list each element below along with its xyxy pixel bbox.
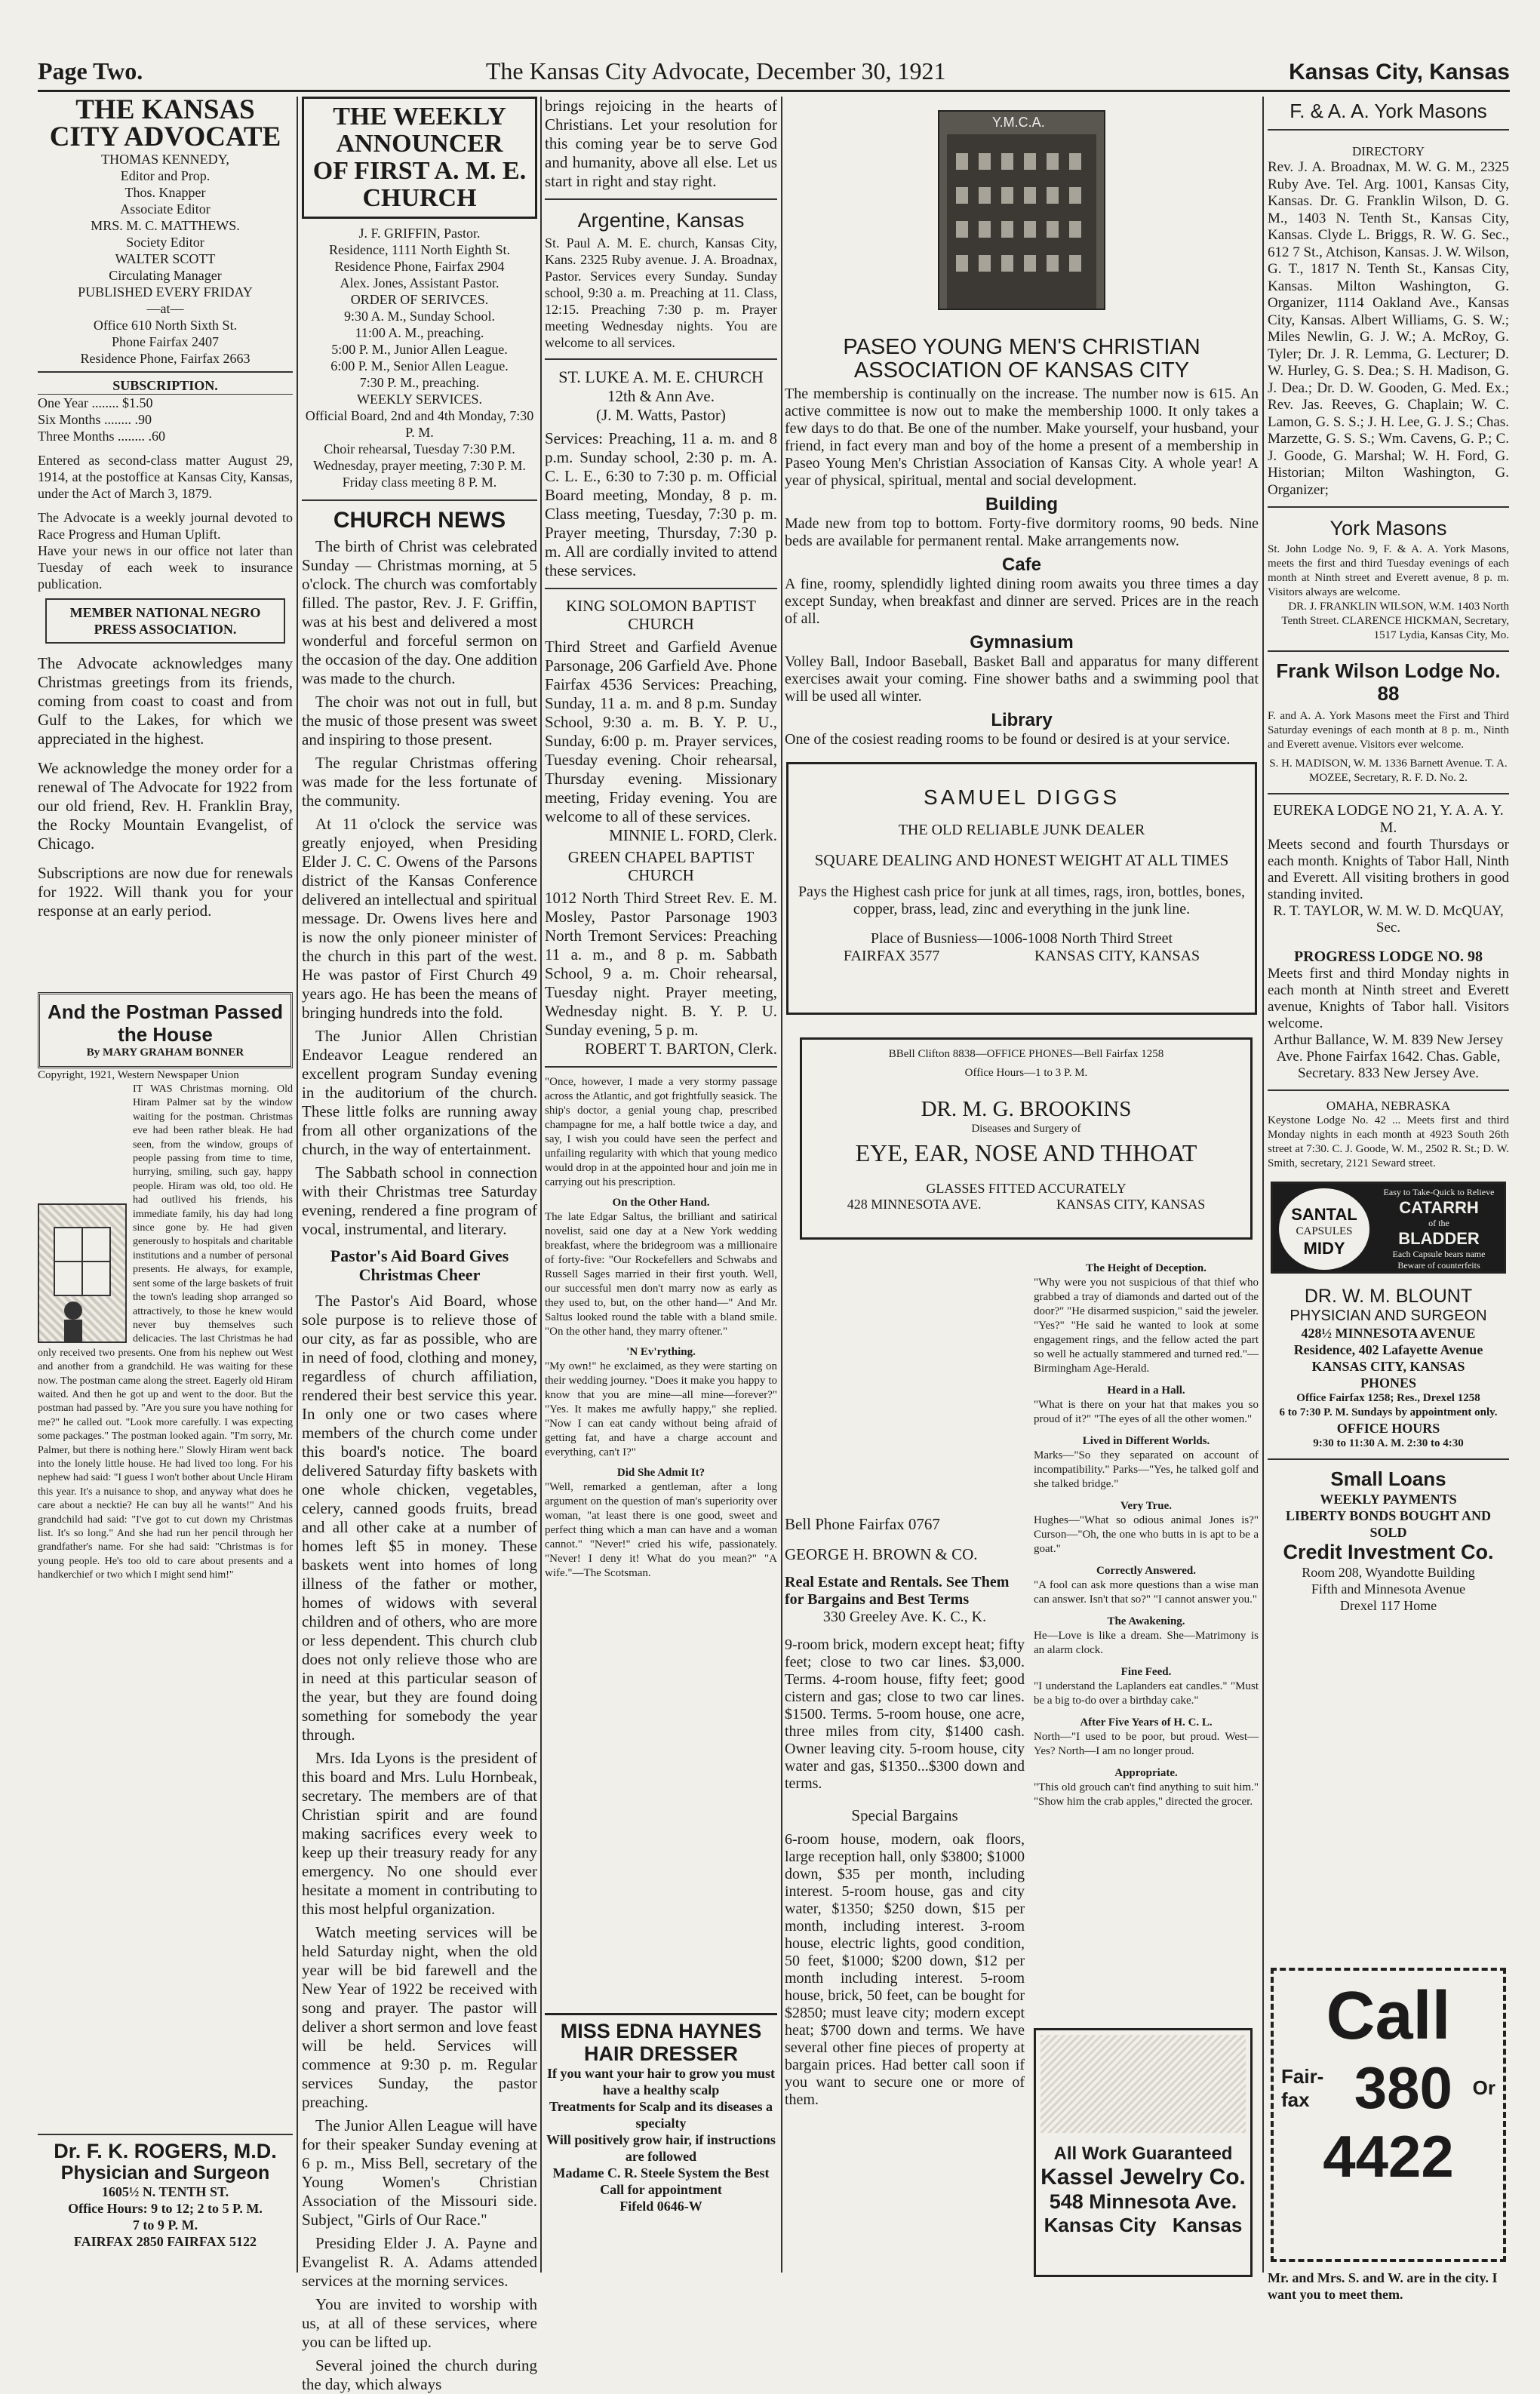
call-fairfax <box>1281 2065 1334 2112</box>
progress-heading: PROGRESS LODGE NO. 98 <box>1293 948 1483 965</box>
humor-everything-heading: 'N Ev'rything. <box>626 1346 696 1358</box>
masthead <box>38 94 293 373</box>
ymca-intro: The membership is continually on the increase. The number now is 615. An active committee is now out to make the membership 1000. It only takes a few days to do that. Be one of the number. Make yourself, your husband, your friend, in fact every man and boy of the home a present of a membership in Paseo Young Men's Christian Association of Kansas City. A whole year! A year of physical, spiritual, mental and social development. <box>785 386 1259 489</box>
announcer-line: 6:00 P. M., Senior Allen League. <box>330 358 509 373</box>
aid-paragraph: Several joined the church during the day, which always <box>302 2356 537 2393</box>
santal-of-the: of the <box>1428 1218 1449 1228</box>
ymca-gym-text: Volley Ball, Indoor Baseball, Basket Ball and apparatus for many different exercises await your coming. Fine shower baths and a swimming pool that will be used all winter. <box>785 653 1259 705</box>
announcer-church: OF FIRST A. M. E. CHURCH <box>312 157 527 212</box>
humor-admit: "Well, remarked a gentleman, after a long argument on the question of man's superiority over woman, "at least there is one good, sweet and perfect thing which a man can have and a woman cannot." "Never!" cried his wife, passionately. "Never! I deny it! What do you mean?" "A wife."—The Scotsman. <box>545 1481 777 1579</box>
page-header <box>38 54 1510 92</box>
santal-ad <box>1271 1182 1506 1274</box>
joke-heading: Appropriate. <box>1114 1767 1178 1779</box>
aid-paragraph: Presiding Elder J. A. Payne and Evangelist R. A. Adams attended services at the morning services. <box>302 2234 537 2290</box>
announcer-line: J. F. GRIFFIN, Pastor. <box>358 226 481 241</box>
joke-heading: Correctly Answered. <box>1096 1565 1196 1577</box>
santal-catarrh: CATARRH <box>1399 1198 1479 1217</box>
brown-phone: Bell Phone Fairfax 0767 <box>785 1515 940 1533</box>
ymca-building-text: Made new from top to bottom. Forty-five dormitory rooms, 90 beds. Nine beds are available for permanent rental. Make arrangements now. <box>785 515 1259 549</box>
joke-text: Hughes—"What so odious animal Jones is?" Curson—"Oh, the one who butts in is apt to be a goat." <box>1034 1514 1259 1555</box>
news-paragraph: The Junior Allen Christian Endeavor League rendered an excellent program Sunday evening in the auditorium of the church. These little folks are running away from all other organizations of the church, in the way of entertainment. <box>302 1027 537 1158</box>
loans-room: Room 208, Wyandotte Building <box>1302 1565 1475 1580</box>
call-number-1: 380 <box>1354 2054 1452 2121</box>
blount-ad <box>1268 1286 1509 1451</box>
subscription-rate: One Year ........ $1.50 <box>38 395 153 410</box>
haynes-line-1: If you want your hair to grow you must have a healthy scalp <box>546 2066 776 2097</box>
call-or: Or <box>1472 2076 1495 2099</box>
haynes-line-4: Madame C. R. Steele System the Best <box>552 2165 770 2180</box>
brown-name: GEORGE H. BROWN & CO. <box>785 1545 978 1563</box>
brown-bargains: 6-room house, modern, oak floors, large reception hall, only $3800; $1000 down, $35 per month, including interest. 5-room house, gas and city water, $1350; $250 down, $15 per month, including interest. 3-room house, electric lights, good condition, 50 feet, $1000; $200 down, $12 per month including interest. 5-room house, brick, 50 feet, can be bought for $2850; must leave city; modern except heat; $700 down and terms. We have several other fine pieces of property at bargain prices. Had better call soon if you want to secure one or more of them. <box>785 1831 1025 2108</box>
call-word: Call <box>1326 1978 1451 2054</box>
santal-tagline: Easy to Take-Quick to Relieve <box>1383 1187 1495 1197</box>
call-footer: Mr. and Mrs. S. and W. are in the city. I want you to meet them. <box>1268 2270 1498 2302</box>
brown-listings: 9-room brick, modern except heat; fifty feet; close to two car lines. $3,000. Terms. 4-room house, fifty feet; good cistern and gas; close to two car lines. $1500. Terms. 5-room house, one acre, three miles from city, $1400 cash. Owner leaving city. 5-room house, city water and gas, $1350...$300 down and terms. <box>785 1636 1025 1792</box>
news-deadline: Have your news in our office not later than Tuesday of each week to insurance publication. <box>38 543 293 592</box>
call-fair: Fair- <box>1281 2064 1324 2088</box>
brookins-specialty: EYE, EAR, NOSE AND THHOAT <box>855 1139 1197 1166</box>
loans-street: Fifth and Minnesota Avenue <box>1311 1581 1466 1597</box>
aid-paragraph: Watch meeting services will be held Saturday night, when the old year will be bid farewell and the New Year of 1922 be received with song and prayer. The pastor will deliver a short sermon and love feast will be held. Services will commence at 9:30 p. m. Regular services Sunday, the pastor preaching. <box>302 1923 537 2111</box>
diggs-name: SAMUEL DIGGS <box>923 785 1120 809</box>
ymca-ad <box>785 97 1259 761</box>
king-solomon-clerk: MINNIE L. FORD, Clerk. <box>609 826 777 844</box>
announcer-line: 9:30 A. M., Sunday School. <box>343 309 495 324</box>
brookins-diseases: Diseases and Surgery of <box>971 1123 1081 1135</box>
ymca-cafe-text: A fine, roomy, splendidly lighted dining room awaits you three times a day except Sunday, when breakfast and dinner are served. Prices are in the reach of all. <box>785 576 1259 627</box>
staff-line: Society Editor <box>126 235 204 250</box>
loans-company: Credit Investment Co. <box>1283 1541 1494 1563</box>
kassel-guarantee: All Work Guaranteed <box>1053 2144 1233 2164</box>
blount-hours: 9:30 to 11:30 A. M. 2:30 to 4:30 <box>1313 1437 1464 1449</box>
ymca-building-heading: Building <box>985 494 1058 515</box>
blount-sundays: 6 to 7:30 P. M. Sundays by appointment only. <box>1279 1406 1498 1418</box>
church-news-heading: CHURCH NEWS <box>302 499 537 533</box>
santal-midy: MIDY <box>1303 1239 1345 1258</box>
haynes-line-5: Call for appointment <box>600 2182 722 2197</box>
joke-heading: Fine Feed. <box>1120 1666 1172 1678</box>
jokes-list <box>1034 1262 1259 1809</box>
column-rule <box>540 97 542 2273</box>
announcer-line: Alex. Jones, Assistant Pastor. <box>340 275 500 290</box>
staff-line: Associate Editor <box>120 201 211 217</box>
loans-weekly: WEEKLY PAYMENTS <box>1320 1492 1457 1507</box>
york-masons-heading: F. & A. A. York Masons <box>1268 97 1509 131</box>
humor-everything: "My own!" he exclaimed, as they were starting on their wedding journey. "Does it make you happy to know that you are mine—all mine—forever?" "Yes. It makes me awfully happy," she replied. "Now I can eat candy without being afraid of getting fat, and have a charge account and everything, can't I?" <box>545 1360 777 1458</box>
brown-address: 330 Greeley Ave. K. C., K. <box>822 1609 987 1625</box>
ymca-cafe-heading: Cafe <box>1001 555 1042 575</box>
argentine-text: St. Paul A. M. E. church, Kansas City, Kans. 2325 Ruby avenue. J. A. Broadnax, Pastor. Services every Sunday. Sunday school, 9:30 a. m. Preaching at 11. Class, 12:15. Preaching 7:30 p. m. Prayer meeting Wednesday nights. You are welcome to all services. <box>545 235 777 350</box>
ymca-title-2: ASSOCIATION OF KANSAS CITY <box>853 358 1190 383</box>
rogers-address: 1605½ N. TENTH ST. <box>101 2184 229 2199</box>
santal-bladder: BLADDER <box>1398 1229 1480 1248</box>
rogers-hours-evening: 7 to 9 P. M. <box>132 2217 198 2233</box>
call-fax: fax <box>1281 2088 1310 2111</box>
ymca-library-heading: Library <box>991 710 1053 730</box>
aid-paragraph: You are invited to worship with us, at all of these services, where you can be lifted up. <box>302 2295 537 2351</box>
announcer-line: WEEKLY SERVICES. <box>356 392 483 407</box>
diggs-sub: THE OLD RELIABLE JUNK DEALER <box>898 822 1145 838</box>
diggs-pays: Pays the Highest cash price for junk at all times, rags, iron, bottles, bones, copper, brass, lead, zinc and everything in the junk line. <box>798 884 1246 917</box>
brown-special-heading: Special Bargains <box>851 1806 958 1824</box>
staff-list <box>38 151 293 367</box>
york-masons-text: St. John Lodge No. 9, F. & A. A. York Masons, meets the first and third Tuesday evenings of each month at Ninth street and Everett avenue, 8 p. m. Visitors always are welcome. <box>1268 543 1509 598</box>
brookins-ad <box>800 1037 1253 1240</box>
rogers-title: Physician and Surgeon <box>60 2162 270 2183</box>
progress-text: Meets first and third Monday nights in each month at Ninth street and Everett avenue, Knights of Tabor hall. Visitors welcome. <box>1268 966 1509 1031</box>
kassel-location <box>1036 2214 1250 2237</box>
st-luke-text: Services: Preaching, 11 a. m. and 8 p.m. Sunday school, 2:30 p. m. A. C. L. E., 6:30 to 7:30 p. m. Official Board meeting, Monday, 8 p. m. Class meeting, Tuesday, 7:30 p. m. Prayer meeting, Thursday, 7:30 p. m. All are cordially invited to attend these services. <box>545 429 777 579</box>
santal-copy <box>1379 1187 1499 1271</box>
progress-officers: Arthur Ballance, W. M. 839 New Jersey Ave. Phone Fairfax 1642. Chas. Gable, Secretary. 833 New Jersey Ave. <box>1273 1032 1504 1081</box>
column-2 <box>302 97 537 2393</box>
story-byline: By MARY GRAHAM BONNER <box>86 1046 244 1059</box>
staff-line: Circulating Manager <box>109 268 222 283</box>
aid-paragraph: The Pastor's Aid Board, whose sole purpose is to relieve those of our city, as far as possible, who are in need of food, clothing and money, regardless of church affiliation, rendered their best service this year. In only one or two cases where members of the church come under this board's notice. The board delivered Saturday fifty baskets with one whole chicken, vegetables, celery, canned goods fruits, bread and all other cake at a number of homes left $5 in money. These baskets went into homes of long illness of the father or mother, homes of widows with several children and of others, who are more or less dependent. This church club does not only relieve those who are in need at this particular season of the year, but they are found doing something for somebody the year through. <box>302 1292 537 1744</box>
page-number: Page Two. <box>38 57 143 85</box>
announcer-line: 5:00 P. M., Junior Allen League. <box>331 342 508 357</box>
eureka-officers: R. T. TAYLOR, W. M. W. D. McQUAY, Sec. <box>1273 903 1504 936</box>
news-paragraph: The regular Christmas offering was made for the less fortunate of the community. <box>302 754 537 810</box>
entered-notice: Entered as second-class matter August 29, 1914, at the postoffice at Kansas City, Kansas, under the Act of March 3, 1879. <box>38 453 293 501</box>
rogers-name: Dr. F. K. ROGERS, M.D. <box>54 2140 277 2162</box>
brookins-city: KANSAS CITY, KANSAS <box>1056 1197 1206 1212</box>
call-numbers <box>1281 2054 1495 2122</box>
greetings-note: The Advocate acknowledges many Christmas greetings from its friends, coming from coast to coast and from Gulf to the Lakes, for which we appreciated in the highest. <box>38 654 293 748</box>
announcer-line: Residence, 1111 North Eighth St. <box>329 242 510 257</box>
brown-ad <box>785 1515 1025 2273</box>
joke-text: "I understand the Laplanders eat candles." "Must be a big to-do over a birthday cake." <box>1034 1680 1259 1707</box>
haynes-name: MISS EDNA HAYNES <box>560 2020 762 2042</box>
member-badge: MEMBER NATIONAL NEGRO PRESS ASSOCIATION. <box>45 598 285 644</box>
humor-other-hand: The late Edgar Saltus, the brilliant and satirical novelist, said one day at a New York wedding breakfast, where the bridegroom was a millionaire of forty-five: "Our Rockefellers and Schwabs and Russell Sages married in their first youth. Well, our successful men don't marry now as early as they used to, but, on the other hand—" And Mr. Saltus looked round the table with a bland smile. "On the other hand, they marry oftener." <box>545 1211 777 1338</box>
column-rule <box>781 97 782 2273</box>
news-paragraph: The choir was not out in full, but the music of those present was sweet and inspiring to those present. <box>302 693 537 748</box>
diggs-contact <box>796 948 1247 965</box>
ymca-gym-heading: Gymnasium <box>970 632 1074 653</box>
staff-line: Phone Fairfax 2407 <box>112 334 219 349</box>
joke-heading: After Five Years of H. C. L. <box>1080 1716 1213 1729</box>
call-ad <box>1271 1968 1506 2262</box>
announcer-line: ORDER OF SERIVCES. <box>350 292 489 307</box>
staff-line: WALTER SCOTT <box>115 251 216 266</box>
staff-line: Thos. Knapper <box>124 185 206 200</box>
kassel-city: Kansas City <box>1044 2214 1157 2236</box>
ymca-photo-label: Y.M.C.A. <box>992 115 1045 130</box>
st-luke-address: 12th & Ann Ave. <box>607 387 715 405</box>
green-chapel-text: 1012 North Third Street Rev. E. M. Mosley, Pastor Parsonage 1903 North Tremont Services: Preaching 11 a. m., and 8 p. m. Sabbath School, 9 a. m. Choir rehearsal, Tuesday night. Prayer meeting, Wednesday night. B. Y. P. U. Sunday evening, 5 p. m. <box>545 889 777 1039</box>
diggs-phone: FAIRFAX 3577 <box>843 948 940 964</box>
green-chapel-heading: GREEN CHAPEL BAPTIST CHURCH <box>567 848 755 884</box>
renewal-note: We acknowledge the money order for a renewal of The Advocate for 1922 from our old friend, Rev. H. Franklin Bray, the Rocky Mountain Evangelist, of Chicago. <box>38 759 293 853</box>
aid-heading: Pastor's Aid Board Gives Christmas Cheer <box>330 1246 509 1284</box>
loans-ad <box>1268 1467 1509 1614</box>
haynes-title: HAIR DRESSER <box>583 2042 739 2065</box>
blount-phones-label: PHONES <box>1360 1375 1416 1391</box>
argentine-heading: Argentine, Kansas <box>577 209 745 232</box>
rogers-hours: Office Hours: 9 to 12; 2 to 5 P. M. <box>68 2201 263 2216</box>
st-luke-heading: ST. LUKE A. M. E. CHURCH <box>558 367 764 386</box>
story-title-box <box>38 992 293 1068</box>
aid-body <box>302 1292 537 2394</box>
staff-line: Office 610 North Sixth St. <box>93 318 238 333</box>
joke-text: "A fool can ask more questions than a wise man can answer. Isn't that so?" "I cannot answer you." <box>1034 1579 1259 1606</box>
st-luke-pastor: (J. M. Watts, Pastor) <box>596 406 726 424</box>
omaha-text: Keystone Lodge No. 42 ... Meets first and third Monday nights in each month at 4923 South 26th street at 7:30. C. J. Goode, W. M., 2502 R. St.; D. W. Smith, secretary, 2121 Seward street. <box>1268 1114 1509 1169</box>
rogers-ad <box>38 2134 293 2250</box>
staff-line: THOMAS KENNEDY, <box>101 152 229 167</box>
column-1 <box>38 94 293 2273</box>
brookins-phones: BBell Clifton 8838—OFFICE PHONES—Bell Fairfax 1258 <box>888 1048 1164 1060</box>
directory-heading: DIRECTORY <box>1351 144 1425 158</box>
announcer-title: THE WEEKLY ANNOUNCER <box>333 103 506 158</box>
loans-phone: Drexel 117 Home <box>1339 1598 1437 1613</box>
announcer-line: Choir rehearsal, Tuesday 7:30 P.M. <box>324 441 515 456</box>
subscription-rates <box>38 395 293 444</box>
column-rule <box>1262 97 1264 2273</box>
announcer-line: Wednesday, prayer meeting, 7:30 P. M. Friday class meeting 8 P. M. <box>313 458 526 490</box>
ymca-library-text: One of the cosiest reading rooms to be found or desired is at your service. <box>785 731 1231 748</box>
brown-tagline: Real Estate and Rentals. See Them for Bargains and Best Terms <box>785 1574 1010 1608</box>
diggs-place: Place of Busniess—1006-1008 North Third Street <box>870 930 1173 947</box>
blount-address: 428½ MINNESOTA AVENUE <box>1301 1326 1476 1341</box>
loans-heading: Small Loans <box>1330 1467 1446 1490</box>
brookins-contact <box>810 1197 1243 1212</box>
brookins-glasses: GLASSES FITTED ACCURATELY <box>926 1181 1127 1196</box>
aid-paragraph: Mrs. Ida Lyons is the president of this board and Mrs. Lulu Hornbeak, secretary. The members are of that Christian spirit and are found making sacrifices every week to keep up their treasury ready for any emergency. No one should ever hesitate a moment in contributing to this most helpful organization. <box>302 1749 537 1918</box>
story-copyright: Copyright, 1921, Western Newspaper Union <box>38 1069 239 1081</box>
santal-capsule <box>1279 1188 1369 1270</box>
staff-line: —at— <box>146 301 184 316</box>
announcer-line: 11:00 A. M., preaching. <box>355 325 484 340</box>
announcer-info <box>302 225 537 490</box>
blount-title: PHYSICIAN AND SURGEON <box>1289 1308 1487 1324</box>
joke-heading: Lived in Different Worlds. <box>1082 1435 1210 1447</box>
frank-wilson-text: F. and A. A. York Masons meet the First and Third Saturday evenings of each month at 8 p. m., Ninth and Everett avenue. Visitors ever welcome. <box>1268 710 1509 751</box>
subscription-heading: SUBSCRIPTION. <box>38 377 293 395</box>
joke-text: "This old grouch can't find anything to suit him." "Show him the crab apples," directed the grocer. <box>1034 1781 1259 1808</box>
church-news-body <box>302 537 537 1239</box>
brookins-name: DR. M. G. BROOKINS <box>921 1097 1132 1121</box>
journal-notice: The Advocate is a weekly journal devoted to Race Progress and Human Uplift. <box>38 510 293 542</box>
kassel-name: Kassel Jewelry Co. <box>1040 2165 1246 2190</box>
paper-dateline: The Kansas City Advocate, December 30, 1921 <box>485 57 946 85</box>
column-rule <box>297 97 298 2273</box>
blount-hours-label: OFFICE HOURS <box>1336 1421 1440 1436</box>
subscriptions-note: Subscriptions are now due for renewals for 1922. Will thank you for your response at an early period. <box>38 864 293 920</box>
subscription-rate: Three Months ........ .60 <box>38 429 165 444</box>
king-solomon-text: Third Street and Garfield Avenue Parsonage, 206 Garfield Ave. Phone Fairfax 4536 Services: Preaching, Sunday, 11 a. m. and 8 p.m. Sunday School, 9:30 a. m. B. Y. P. U., Sunday, 6:00 p. m. Prayer services, Tuesday evening. Choir rehearsal, Thursday evening. Missionary meeting, Friday evening. You are welcome to all of these services. <box>545 638 777 825</box>
directory-text: Rev. J. A. Broadnax, M. W. G. M., 2325 Ruby Ave. Tel. Arg. 1001, Kansas City, Kansas. Dr. G. Franklin Wilson, D. G. M., 1403 N. Tenth St., Kansas City, Kansas. Clyde L. Briggs, R. W. G. Sec., 612 7 St., Atchison, Kansas. J. W. Wilson, G. T., 1817 N. Tenth St., Kansas City, Kansas. Milton Washington, G. Organizer, 1114 Oakland Ave., Kansas City, Kansas. Albert Williams, G. S. W.; Miles Newlin, G. J. W.; A. McRoy, G. Tyler; Dr. J. R. Lemma, G. Lecturer; D. W. Hurley, G. S. Dea.; S. H. Madison, G. J. Dea.; Dr. D. W. Gooden, G. Med. Ex.; Rev. Jas. Reeves, G. Chaplain; W. C. Lamon, G. S. S.; J. H. Lee, G. J. S.; Chas. Marzette, G. S. S.; Wm. Cavens, G. P.; C. J. Goode, G. Marshal; W. H. Ford, G. Historian; Milton Washington, G. Organizer; <box>1268 159 1509 498</box>
ymca-building-photo <box>938 110 1105 310</box>
staff-line: PUBLISHED EVERY FRIDAY <box>78 284 253 300</box>
diggs-motto: SQUARE DEALING AND HONEST WEIGHT AT ALL TIMES <box>814 851 1229 869</box>
diggs-ad <box>786 762 1257 1015</box>
diggs-city: KANSAS CITY, KANSAS <box>1034 948 1200 964</box>
joke-heading: The Awakening. <box>1107 1615 1185 1627</box>
haynes-phone: Fifeld 0646-W <box>619 2199 702 2214</box>
omaha-heading: OMAHA, NEBRASKA <box>1326 1099 1451 1113</box>
santal-beware: Beware of counterfeits <box>1397 1260 1480 1271</box>
blount-city: KANSAS CITY, KANSAS <box>1311 1359 1465 1374</box>
york-masons-lodge-heading: York Masons <box>1329 517 1447 539</box>
king-solomon-heading: KING SOLOMON BAPTIST CHURCH <box>565 597 756 633</box>
eureka-heading: EUREKA LODGE NO 21, Y. A. A. Y. M. <box>1273 802 1504 836</box>
joke-text: "What is there on your hat that makes you so proud of it?" "The eyes of all the other women." <box>1034 1399 1259 1425</box>
news-paragraph: The Sabbath school in connection with their Christmas tree Saturday evening, rendered a fine program of vocal, instrumental, and literary. <box>302 1163 537 1238</box>
aid-paragraph: The Junior Allen League will have for their speaker Sunday evening at 6 p. m., Miss Bell, secretary of the Young Women's Christian Association of the Missouri side. Subject, "Girls of Our Race." <box>302 2116 537 2229</box>
call-number-2: 4422 <box>1323 2123 1454 2190</box>
joke-heading: The Height of Deception. <box>1086 1262 1206 1274</box>
joke-heading: Heard in a Hall. <box>1107 1384 1185 1397</box>
news-paragraph: At 11 o'clock the service was greatly enjoyed, when Presiding Elder J. C. C. Owens of the Parsons district of the Kansas Conference delivered an intellectual and spiritual message. Dr. Owens lives here and is now the only pioneer minister of the church in this part of the west. He was pastor of First Church 49 years ago. He has been the means of bringing hundreds into the fold. <box>302 815 537 1022</box>
staff-line: Residence Phone, Fairfax 2663 <box>80 351 251 366</box>
haynes-line-3: Will positively grow hair, if instructions are followed <box>546 2132 776 2164</box>
brookins-address: 428 MINNESOTA AVE. <box>847 1197 982 1212</box>
column-3 <box>545 97 777 2273</box>
story-text: IT WAS Christmas morning. Old Hiram Palmer sat by the window waiting for the postman. Christmas eve had been rather bleak. He had seen, from the window, groups of people passing from time to time, hurrying, smiling, such gay, happy people. Hiram was old, too old. He had outlived his friends, his immediate family, his day had long since gone by. He had given generously to hospitals and charitable institutions and a number of personal presents. He always, for example, sent some of the large baskets of fruit the town's leading shop arranged so attractively, to those he knew would never buy themselves such delicacies. The last Christmas he had only received two presents. One from his nephew out West and another from a grandchild. He was waiting for these now. The postman came along the street. Eagerly old Hiram waited. And then he got up and went to the door. But the postman had passed by. "Are you sure you have nothing for me?" he called out. "Look more carefully. I was expecting some packages." The postman looked again. "I'm sorry, Mr. Palmer, but there is nothing here." Slowly Hiram went back into the lonely little house. He had lived too long. For his nephew had said: "I guess I won't bother about Uncle Hiram this year. It's a nuisance to shop, and anyway what does he care about a necktie? He can buy all he wants!" And his grandchild had said: "I've got to cut down my Christmas list. It's so long." And she had run her pencil through her grandfather's name. For she had said: "Christmas is for young people. He's too old to care about presents and a handkerchief or two which I might send him!" <box>38 1083 293 1581</box>
loans-bonds: LIBERTY BONDS BOUGHT AND SOLD <box>1286 1508 1491 1540</box>
jokes-column <box>1034 1254 1259 2001</box>
masthead-title: THE KANSAS CITY ADVOCATE <box>49 94 281 152</box>
rogers-phones: FAIRFAX 2850 FAIRFAX 5122 <box>73 2234 257 2249</box>
blount-residence: Residence, 402 Lafayette Avenue <box>1293 1342 1483 1357</box>
news-paragraph: The birth of Christ was celebrated Sunday — Christmas morning, at 5 o'clock. The church was comfortably filled. The pastor, Rev. J. F. Griffin, was at his best and delivered a most wonderful and forceful sermon on the occasion of the day. One addition was made to the church. <box>302 537 537 687</box>
santal-brand: SANTAL <box>1291 1205 1357 1224</box>
blount-name: DR. W. M. BLOUNT <box>1304 1286 1473 1307</box>
kassel-state: Kansas <box>1172 2214 1243 2236</box>
santal-each: Each Capsule bears name <box>1392 1249 1486 1259</box>
frank-wilson-heading: Frank Wilson Lodge No. 88 <box>1276 659 1501 705</box>
eureka-text: Meets second and fourth Thursdays or each month. Knights of Tabor Hall, Ninth and Everett. All visiting brothers in good standing invited. <box>1268 837 1509 902</box>
joke-text: Marks—"So they separated on account of incompatibility." Parks—"Yes, he talked golf and she talked bridge." <box>1034 1449 1259 1490</box>
joke-heading: Very True. <box>1120 1500 1173 1512</box>
humor-other-hand-heading: On the Other Hand. <box>612 1197 710 1209</box>
column-5 <box>1268 97 1509 2302</box>
joke-text: "Why were you not suspicious of that thief who grabbed a tray of diamonds and darted out of the door?" "He disarmed suspicion," said the jeweler. "Yes?" "He said he wanted to look at some engagement rings, and the fellow acted the part so well he actually stammered and turned red."—Birmingham Age-Herald. <box>1034 1277 1259 1375</box>
announcer-line: Residence Phone, Fairfax 2904 <box>334 259 505 274</box>
subscription-rate: Six Months ........ .90 <box>38 412 152 427</box>
kassel-pattern <box>1040 2035 1246 2133</box>
ymca-title: PASEO YOUNG MEN'S CHRISTIAN <box>843 335 1200 359</box>
joke-text: North—"I used to be poor, but proud. West—Yes? North—I am no longer proud. <box>1034 1731 1259 1757</box>
haynes-ad <box>545 2013 777 2214</box>
kassel-address: 548 Minnesota Ave. <box>1049 2190 1237 2213</box>
paper-city: Kansas City, Kansas <box>1289 60 1510 85</box>
kassel-ad <box>1034 2028 1253 2277</box>
york-masons-officers: DR. J. FRANKLIN WILSON, W.M. 1403 North Tenth Street. CLARENCE HICKMAN, Secretary, 1517 Lydia, Kansas City, Mo. <box>1281 601 1509 641</box>
brookins-hours: Office Hours—1 to 3 P. M. <box>964 1067 1088 1079</box>
story-illustration <box>38 1203 127 1343</box>
green-chapel-clerk: ROBERT T. BARTON, Clerk. <box>585 1040 777 1058</box>
announcer-line: 7:30 P. M., preaching. <box>359 375 480 390</box>
frank-wilson-officers: S. H. MADISON, W. M. 1336 Barnett Avenue. T. A. MOZEE, Secretary, R. F. D. No. 2. <box>1269 758 1508 784</box>
blount-phones: Office Fairfax 1258; Res., Drexel 1258 <box>1296 1392 1480 1404</box>
announcer-line: Official Board, 2nd and 4th Monday, 7:30 P. M. <box>305 408 534 440</box>
staff-line: Editor and Prop. <box>120 168 211 183</box>
humor-seasick: "Once, however, I made a very stormy passage across the Atlantic, and got frightfully seasick. The ship's doctor, a genial young chap, prescribed champagne for me, a half bottle twice a day, and say, I wish you could have seen the perfect and unfailing regularity with which that young medico would drop in at the appointed hour and join me in carrying out his prescription. <box>545 1076 777 1188</box>
humor-admit-heading: Did She Admit It? <box>616 1467 705 1479</box>
joke-text: He—Love is like a dream. She—Matrimony is an alarm clock. <box>1034 1630 1259 1656</box>
announcer-banner <box>302 97 537 219</box>
news-continued: brings rejoicing in the hearts of Christians. Let your resolution for this coming year be to serve God and humanity, above all else. Let us start in right and stay right. <box>545 97 777 190</box>
haynes-line-2: Treatments for Scalp and its diseases a specialty <box>549 2099 773 2131</box>
santal-capsules: CAPSULES <box>1296 1225 1353 1237</box>
staff-line: MRS. M. C. MATTHEWS. <box>91 218 240 233</box>
story-title: And the Postman Passed the House <box>47 1000 284 1046</box>
